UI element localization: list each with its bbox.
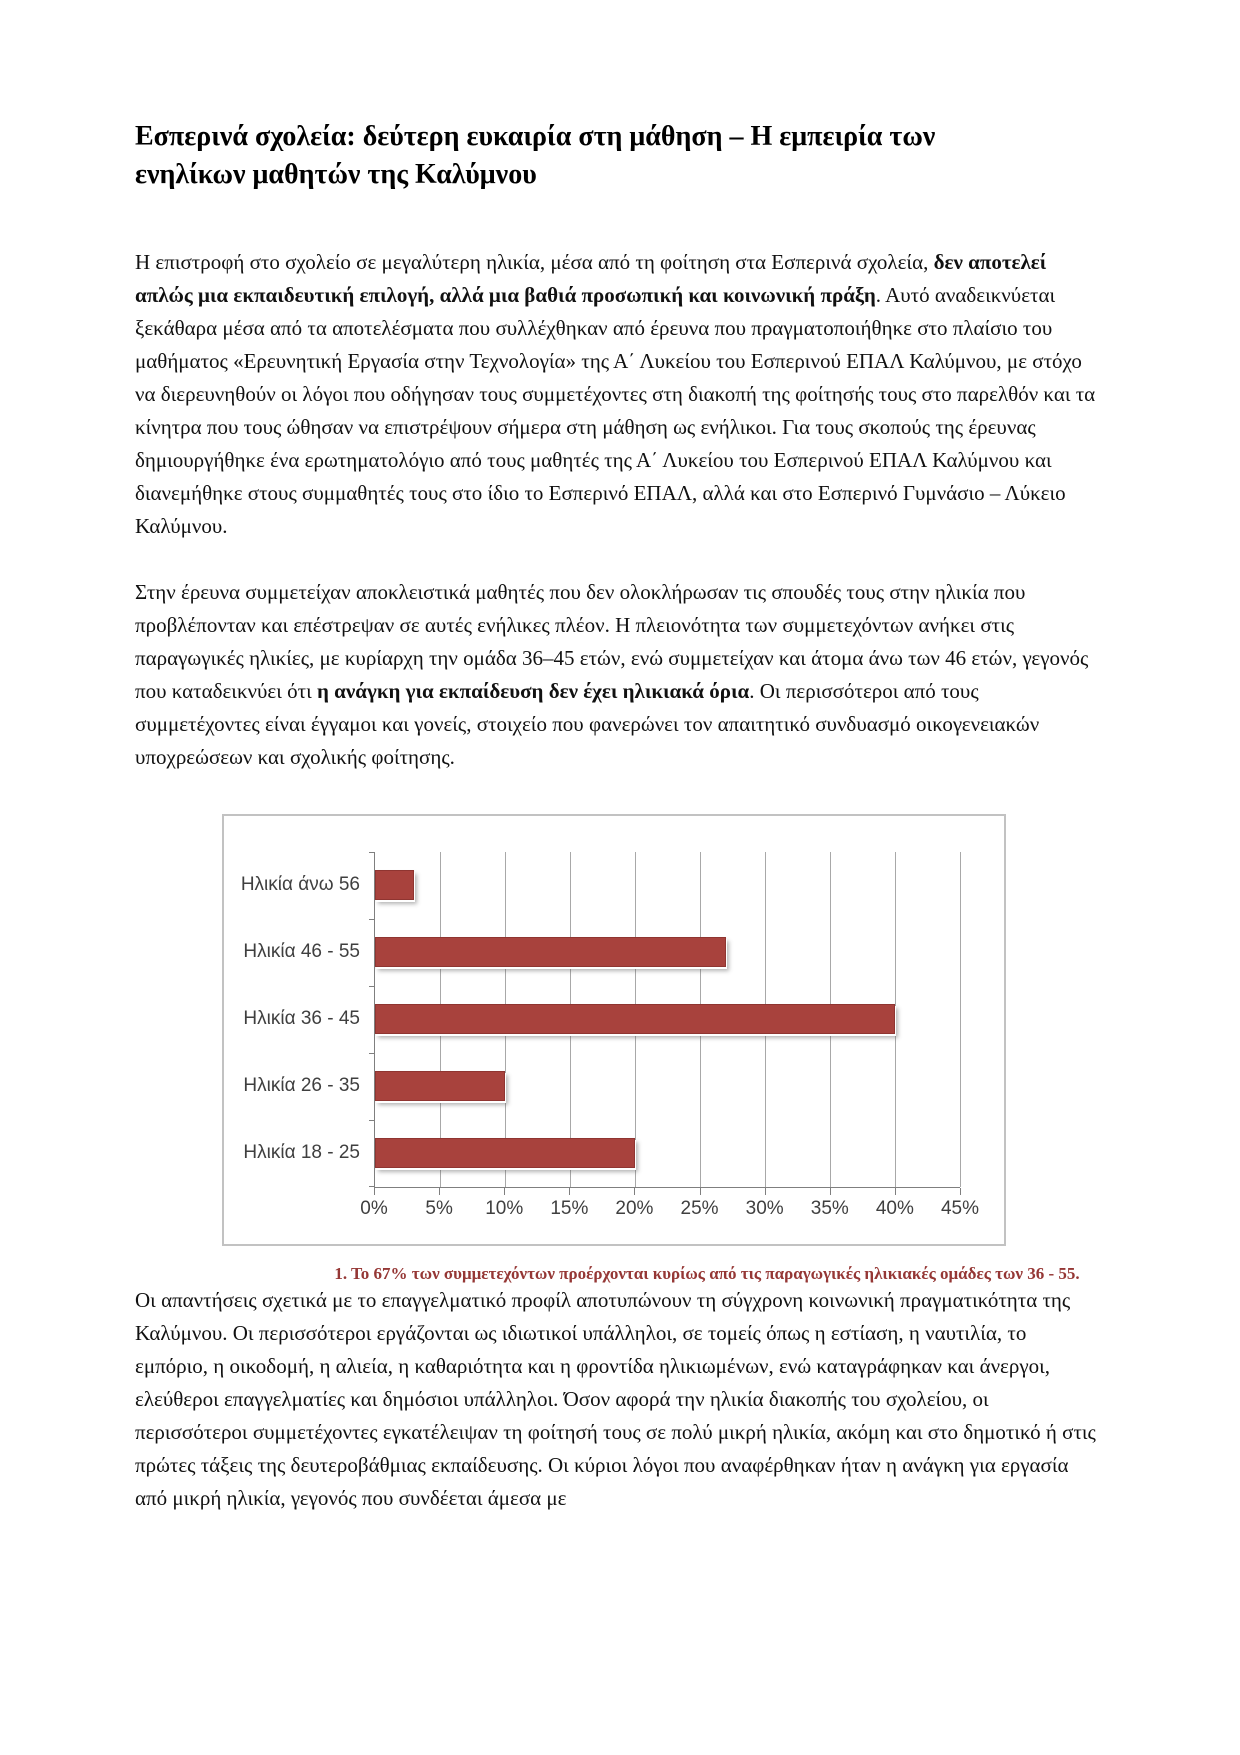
- text-segment: Οι απαντήσεις σχετικά με το επαγγελματικό προφίλ αποτυπώνουν τη σύγχρονη κοινωνική πραγματικότητα της Καλύμνου. Οι περισσότεροι εργάζονται ως ιδιωτικοί υπάλληλοι, σε τομείς όπως η εστίαση, η ναυτιλία, το εμπόριο, η οικοδομή, η αλιεία, η καθαριότητα και η φροντίδα ηλικιωμένων, ενώ καταγράφηκαν και άνεργοι, ελεύθεροι επαγγελματίες και δημόσιοι υπάλληλοι. Όσον αφορά την ηλικία διακοπής του σχολείου, οι περισσότεροι συμμετέχοντες εγκατέλειψαν τη φοίτησή τους σε πολύ μικρή ηλικία, ακόμη και στο δημοτικό ή στις πρώτες τάξεις της δευτεροβάθμιας εκπαίδευσης. Οι κύριοι λόγοι που αναφέρθηκαν ήταν η ανάγκη για εργασία από μικρή ηλικία, γεγονός που συνδέεται άμεσα με: [135, 1287, 1096, 1510]
- chart-bar: [375, 1138, 635, 1168]
- chart-row: [375, 919, 960, 986]
- bold-text-segment: δεν αποτελεί απλώς μια εκπαιδευτική επιλογή, αλλά μια βαθιά προσωπική και κοινωνική πράξη: [135, 249, 1047, 307]
- chart-axis-ticks: [360, 1188, 980, 1228]
- axis-tickmark: [504, 1188, 505, 1195]
- x-tick-label: 45%: [940, 1197, 980, 1219]
- chart-row: [375, 1120, 960, 1187]
- chart-row: [375, 986, 960, 1053]
- axis-tickmark: [700, 1188, 701, 1195]
- text-segment: . Αυτό αναδεικνύεται ξεκάθαρα μέσα από τα αποτελέσματα που συλλέχθηκαν από έρευνα που πραγματοποιήθηκε στο πλαίσιο του μαθήματος «Ερευνητική Εργασία στην Τεχνολογία» της Α΄ Λυκείου του Εσπερινού ΕΠΑΛ Καλύμνου, με στόχο να διερευνηθούν οι λόγοι που οδήγησαν τους συμμετέχοντες στη διακοπή της φοίτησής τους στο παρελθόν και τα κίνητρα που τους ώθησαν να επιστρέψουν σήμερα στη μάθηση ως ενήλικοι. Για τους σκοπούς της έρευνας δημιουργήθηκε ένα ερωτηματολόγιο από τους μαθητές της Α΄ Λυκείου του Εσπερινού ΕΠΑΛ Καλύμνου και διανεμήθηκε στους συμμαθητές τους στο ίδιο το Εσπερινό ΕΠΑΛ, αλλά και στο Εσπερινό Γυμνάσιο – Λύκειο Καλύμνου.: [135, 282, 1096, 538]
- text-segment: . Οι περισσότεροι από τους συμμετέχοντες είναι έγγαμοι και γονείς, στοιχείο που φανερώνει τον απαιτητικό συνδυασμό οικογενειακών υποχρεώσεων και σχολικής φοίτησης.: [135, 678, 1040, 769]
- chart-row: [375, 1053, 960, 1120]
- chart-bar: [375, 870, 414, 900]
- gridline: [960, 852, 961, 1187]
- page-title: Εσπερινά σχολεία: δεύτερη ευκαιρία στη μάθηση – Η εμπειρία των ενηλίκων μαθητών της Καλύμνου: [135, 121, 936, 190]
- chart-category-label: Ηλικία 46 - 55: [243, 941, 360, 963]
- x-tick-label: 35%: [810, 1197, 849, 1219]
- x-tick-label: 20%: [615, 1197, 654, 1219]
- axis-tickmark: [895, 1188, 896, 1195]
- text-segment: Στην έρευνα συμμετείχαν αποκλειστικά μαθητές που δεν ολοκλήρωσαν τις σπουδές τους στην ηλικία που προβλέπονταν και επέστρεψαν σε αυτές ενήλικες πλέον. Η πλειονότητα των συμμετεχόντων ανήκει στις παραγωγικές ηλικίες, με κυρίαρχη την ομάδα 36–45 ετών, ενώ συμμετείχαν και άτομα άνω των 46 ετών, γεγονός που καταδεικνύει ότι: [135, 579, 1089, 703]
- x-tick-label: 30%: [745, 1197, 784, 1219]
- axis-tickmark: [374, 1188, 375, 1195]
- chart-bar: [375, 1004, 895, 1034]
- axis-tickmark: [830, 1188, 831, 1195]
- text-segment: Η επιστροφή στο σχολείο σε μεγαλύτερη ηλικία, μέσα από τη φοίτηση στα Εσπερινά σχολεία,: [135, 249, 934, 274]
- chart-value-axis: [360, 1188, 1004, 1228]
- age-distribution-chart: [222, 814, 1006, 1246]
- bold-text-segment: η ανάγκη για εκπαίδευση δεν έχει ηλικιακά όρια: [317, 678, 750, 703]
- x-tick-label: 25%: [680, 1197, 719, 1219]
- body-paragraph-1: [135, 246, 1103, 543]
- body-paragraph-2: [135, 576, 1103, 774]
- x-tick-label: 0%: [360, 1197, 388, 1219]
- chart-category-label: Ηλικία άνω 56: [240, 874, 360, 896]
- x-tick-label: 5%: [425, 1197, 453, 1219]
- x-tick-label: 15%: [550, 1197, 589, 1219]
- chart-category-label: Ηλικία 26 - 35: [243, 1075, 360, 1097]
- chart-category-label: Ηλικία 36 - 45: [243, 1008, 360, 1030]
- x-tick-label: 10%: [485, 1197, 524, 1219]
- axis-tickmark: [634, 1188, 635, 1195]
- chart-body: [224, 852, 1004, 1188]
- chart-category-axis: [224, 852, 374, 1188]
- chart-bar: [375, 1071, 505, 1101]
- axis-tickmark: [439, 1188, 440, 1195]
- age-distribution-figure: [222, 814, 1105, 1284]
- chart-category-label: Ηλικία 18 - 25: [243, 1142, 360, 1164]
- body-paragraph-3: [135, 1284, 1103, 1515]
- figure-caption: 1. Το 67% των συμμετεχόντων προέρχονται κυρίως από τις παραγωγικές ηλικιακές ομάδες των 36 - 55.: [334, 1263, 1080, 1283]
- axis-tickmark: [765, 1188, 766, 1195]
- chart-row: [375, 852, 960, 919]
- chart-plot: [374, 852, 960, 1188]
- axis-tickmark: [569, 1188, 570, 1195]
- axis-tickmark: [960, 1188, 961, 1195]
- chart-bar: [375, 937, 726, 967]
- x-tick-label: 40%: [875, 1197, 914, 1219]
